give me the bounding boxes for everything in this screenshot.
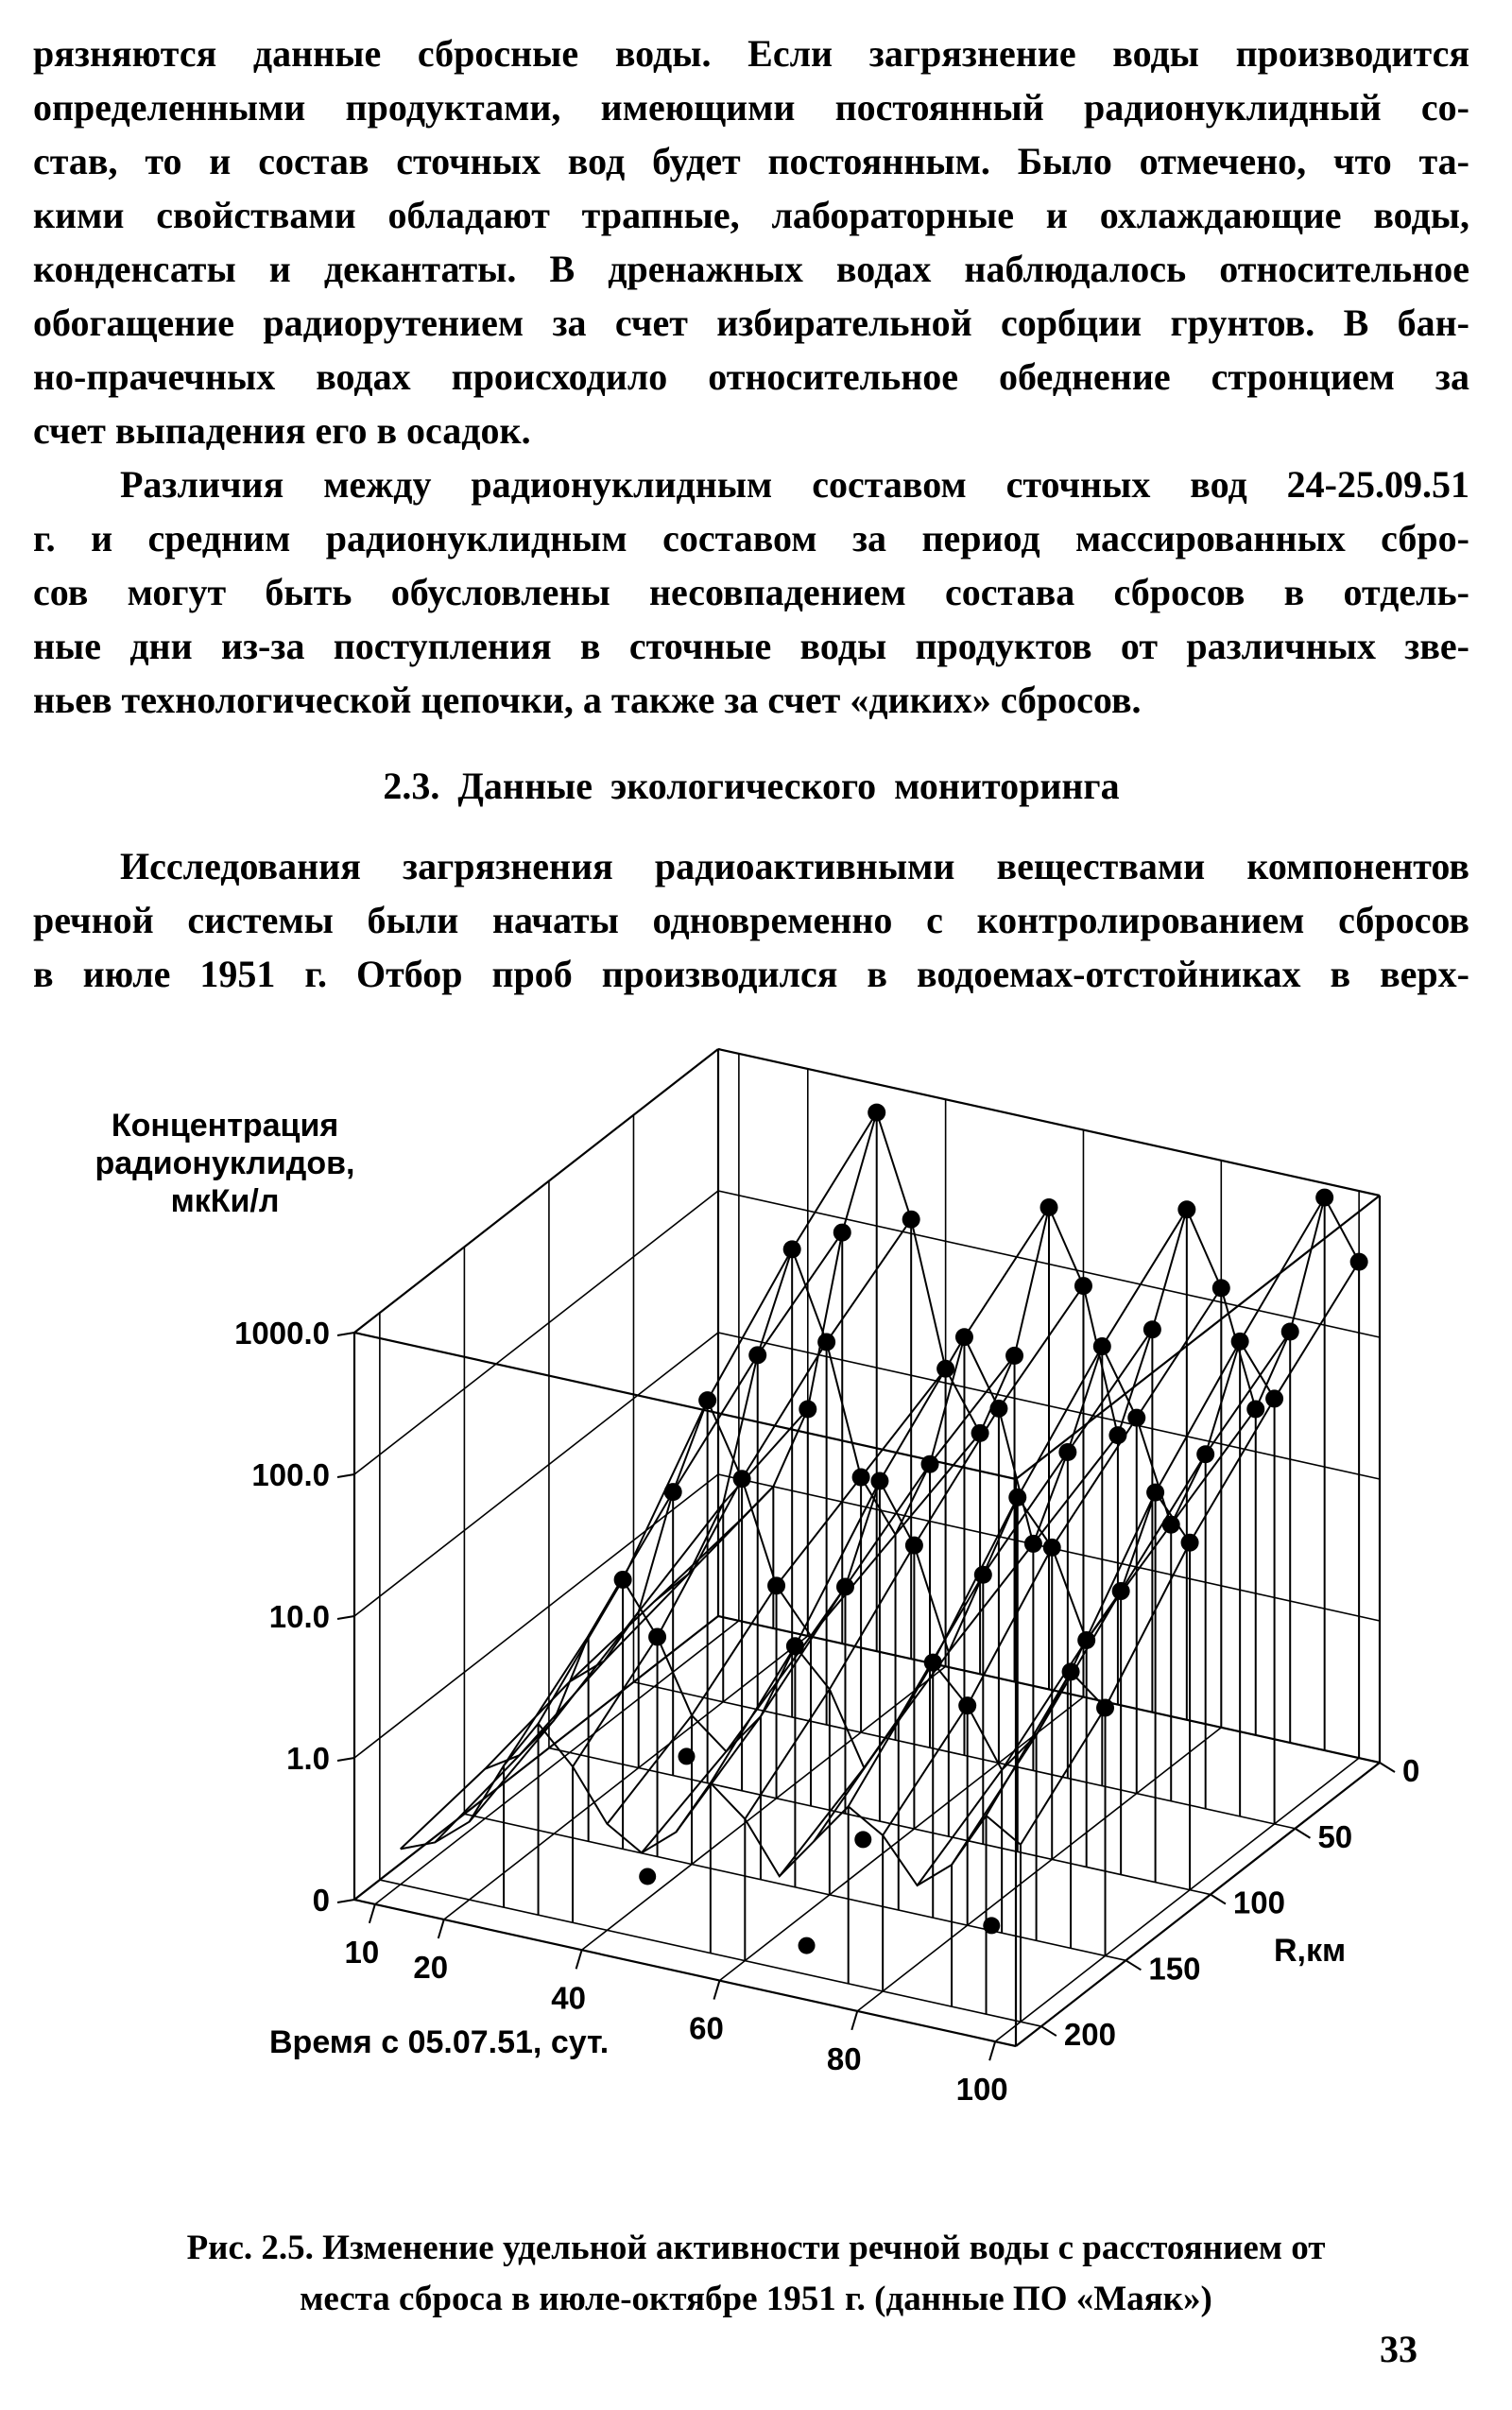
time-axis-title: Время с 05.07.51, сут. [269,2024,610,2060]
data-point [868,1104,885,1122]
text-line: ные дни из-за поступления в сточные воды продуктов от различных зве- [33,625,1469,667]
paragraph [33,457,1469,727]
z-tick [337,1758,354,1761]
time-tick [851,2011,857,2030]
figure-caption-number: Рис. 2.5. [186,2229,314,2267]
text-line: конденсаты и декантаты. В дренажных водах наблюдалось относительное [33,248,1469,290]
text-line: обогащение радиорутением за счет избирательной сорбции грунтов. В бан- [33,301,1469,344]
data-point [1058,1443,1076,1461]
data-point [924,1654,942,1672]
z-axis-title: мкКи/л [170,1183,280,1219]
data-point [817,1333,835,1351]
data-point [1196,1445,1214,1463]
data-point [767,1576,785,1594]
data-point [698,1391,716,1409]
data-point [1265,1389,1283,1407]
data-point [786,1637,804,1655]
z-tick [337,1333,354,1335]
data-point [936,1360,954,1378]
text-line: г. и средним радионуклидным составом за период массированных сбро- [33,517,1469,559]
data-point [1062,1662,1080,1680]
page-number: 33 [1380,2328,1418,2370]
data-point [1127,1409,1145,1427]
r-tick-label: 50 [1317,1818,1353,1854]
data-point [1246,1400,1264,1418]
r-tick [1380,1763,1395,1772]
data-point [974,1566,992,1584]
text-line: Исследования загрязнения радиоактивными веществами компонентов [120,845,1469,887]
data-point [921,1455,939,1473]
data-point [1146,1484,1164,1502]
z-tick-label: 0 [312,1883,330,1918]
data-point [648,1628,666,1646]
text-line: но-прачечных водах происходило относительное обеднение стронцием за [33,355,1469,398]
data-point [1212,1279,1230,1297]
z-axis-title: радионуклидов, [94,1145,355,1181]
figure-caption-text: Изменение удельной активности речной воды с расстоянием от [313,2229,1326,2267]
data-point [1005,1347,1023,1365]
axis-box-edge [354,1049,718,1333]
data-point [852,1469,870,1487]
data-point [902,1211,920,1229]
data-point [1096,1698,1114,1716]
data-point [1108,1426,1126,1444]
data-point-floor [983,1917,1000,1934]
3d-stem-mesh-plot [0,1030,1512,2155]
text-line: сов могут быть обусловлены несовпадением состава сбросов в отдель- [33,571,1469,613]
data-point [614,1571,632,1589]
r-tick-label: 100 [1232,1885,1285,1920]
paragraph [33,839,1469,1001]
data-point [955,1328,973,1346]
data-point [1143,1320,1161,1338]
z-tick [337,1900,354,1902]
paragraph [33,26,1469,457]
data-point [958,1696,976,1714]
time-tick [713,1981,719,2000]
axis-box-edge [718,1049,1380,1196]
axis-box-edge [354,1616,718,1900]
r-tick [1295,1829,1310,1838]
grid-line [719,1697,1083,1981]
time-tick-label: 60 [689,2010,724,2046]
data-point [664,1483,682,1501]
r-tick [1211,1895,1226,1904]
time-tick [369,1904,375,1923]
time-tick-label: 40 [551,1980,586,2016]
z-tick-label: 1.0 [286,1741,330,1776]
z-tick-label: 100.0 [251,1457,330,1492]
text-line: ньев технологической цепочки, а также за счет «диких» сбросов. [33,679,1142,721]
data-point [1231,1333,1249,1351]
r-tick [1125,1960,1141,1970]
grid-line [354,1191,718,1474]
time-tick [576,1950,582,1969]
grid-line [354,1333,718,1616]
grid-line [995,1758,1359,2041]
data-point [870,1472,888,1490]
text-line: счет выпадения его в осадок. [33,409,531,452]
data-point [799,1400,816,1418]
r-tick [1041,2026,1057,2036]
time-tick [989,2041,995,2060]
time-tick-label: 100 [955,2072,1008,2108]
text-line: став, то и состав сточных вод будет постоянным. Было отмечено, что та- [33,140,1469,182]
text-line: определенными продуктами, имеющими постоянный радионуклидный со- [33,86,1469,129]
data-point [1315,1189,1333,1207]
data-point [1162,1516,1180,1534]
z-tick-label: 1000.0 [234,1316,330,1351]
z-tick-label: 10.0 [268,1599,330,1634]
data-point [748,1346,766,1364]
data-point-floor [679,1747,696,1764]
data-point [1350,1253,1368,1271]
figure-caption-text: места сброса в июле-октябре 1951 г. (данные ПО «Маяк») [300,2280,1212,2318]
time-tick-label: 10 [344,1934,380,1970]
text-line: в июле 1951 г. Отбор проб производился в водоемах-отстойниках в верх- [33,953,1469,995]
data-point [1040,1198,1058,1216]
data-point [1112,1582,1130,1600]
body-text [33,26,1469,1001]
text-line: Различия между радионуклидным составом сточных вод 24-25.09.51 [120,463,1469,506]
data-point-floor [854,1831,871,1848]
section-heading: 2.3. Данные экологического мониторинга [383,765,1120,807]
data-point [733,1470,751,1488]
data-point [1043,1539,1061,1557]
figure-2-5-chart [0,1030,1512,2155]
r-axis-title: R,км [1274,1933,1347,1969]
data-point [783,1240,801,1258]
data-point [1074,1277,1092,1295]
r-tick-label: 0 [1402,1753,1420,1788]
text-line: рязняются данные сбросные воды. Если загрязнение воды производится [33,32,1469,75]
text-line: речной системы были начаты одновременно с контролированием сбросов [33,899,1469,941]
z-tick [337,1474,354,1477]
data-point [1281,1323,1299,1341]
data-point [1008,1489,1026,1506]
data-point [833,1224,851,1242]
data-point [1177,1200,1195,1218]
data-point [1024,1535,1042,1553]
figure-caption [76,2223,1436,2325]
r-tick-label: 150 [1148,1951,1201,1987]
data-point [1181,1534,1199,1552]
time-tick-label: 80 [826,2040,862,2076]
data-point-floor [799,1937,816,1954]
z-tick [337,1616,354,1619]
z-axis-title: Концентрация [111,1108,339,1144]
data-point [989,1400,1007,1418]
time-tick [438,1919,444,1938]
data-point [1077,1631,1095,1649]
time-tick-label: 20 [413,1949,449,1985]
data-point [971,1424,989,1442]
data-point [905,1537,923,1555]
data-point-floor [639,1868,656,1885]
data-point [836,1577,854,1595]
mesh-line [401,1522,739,1850]
text-line: кими свойствами обладают трапные, лабораторные и охлаждающие воды, [33,194,1469,236]
data-point [1093,1337,1111,1355]
r-tick-label: 200 [1063,2017,1116,2053]
